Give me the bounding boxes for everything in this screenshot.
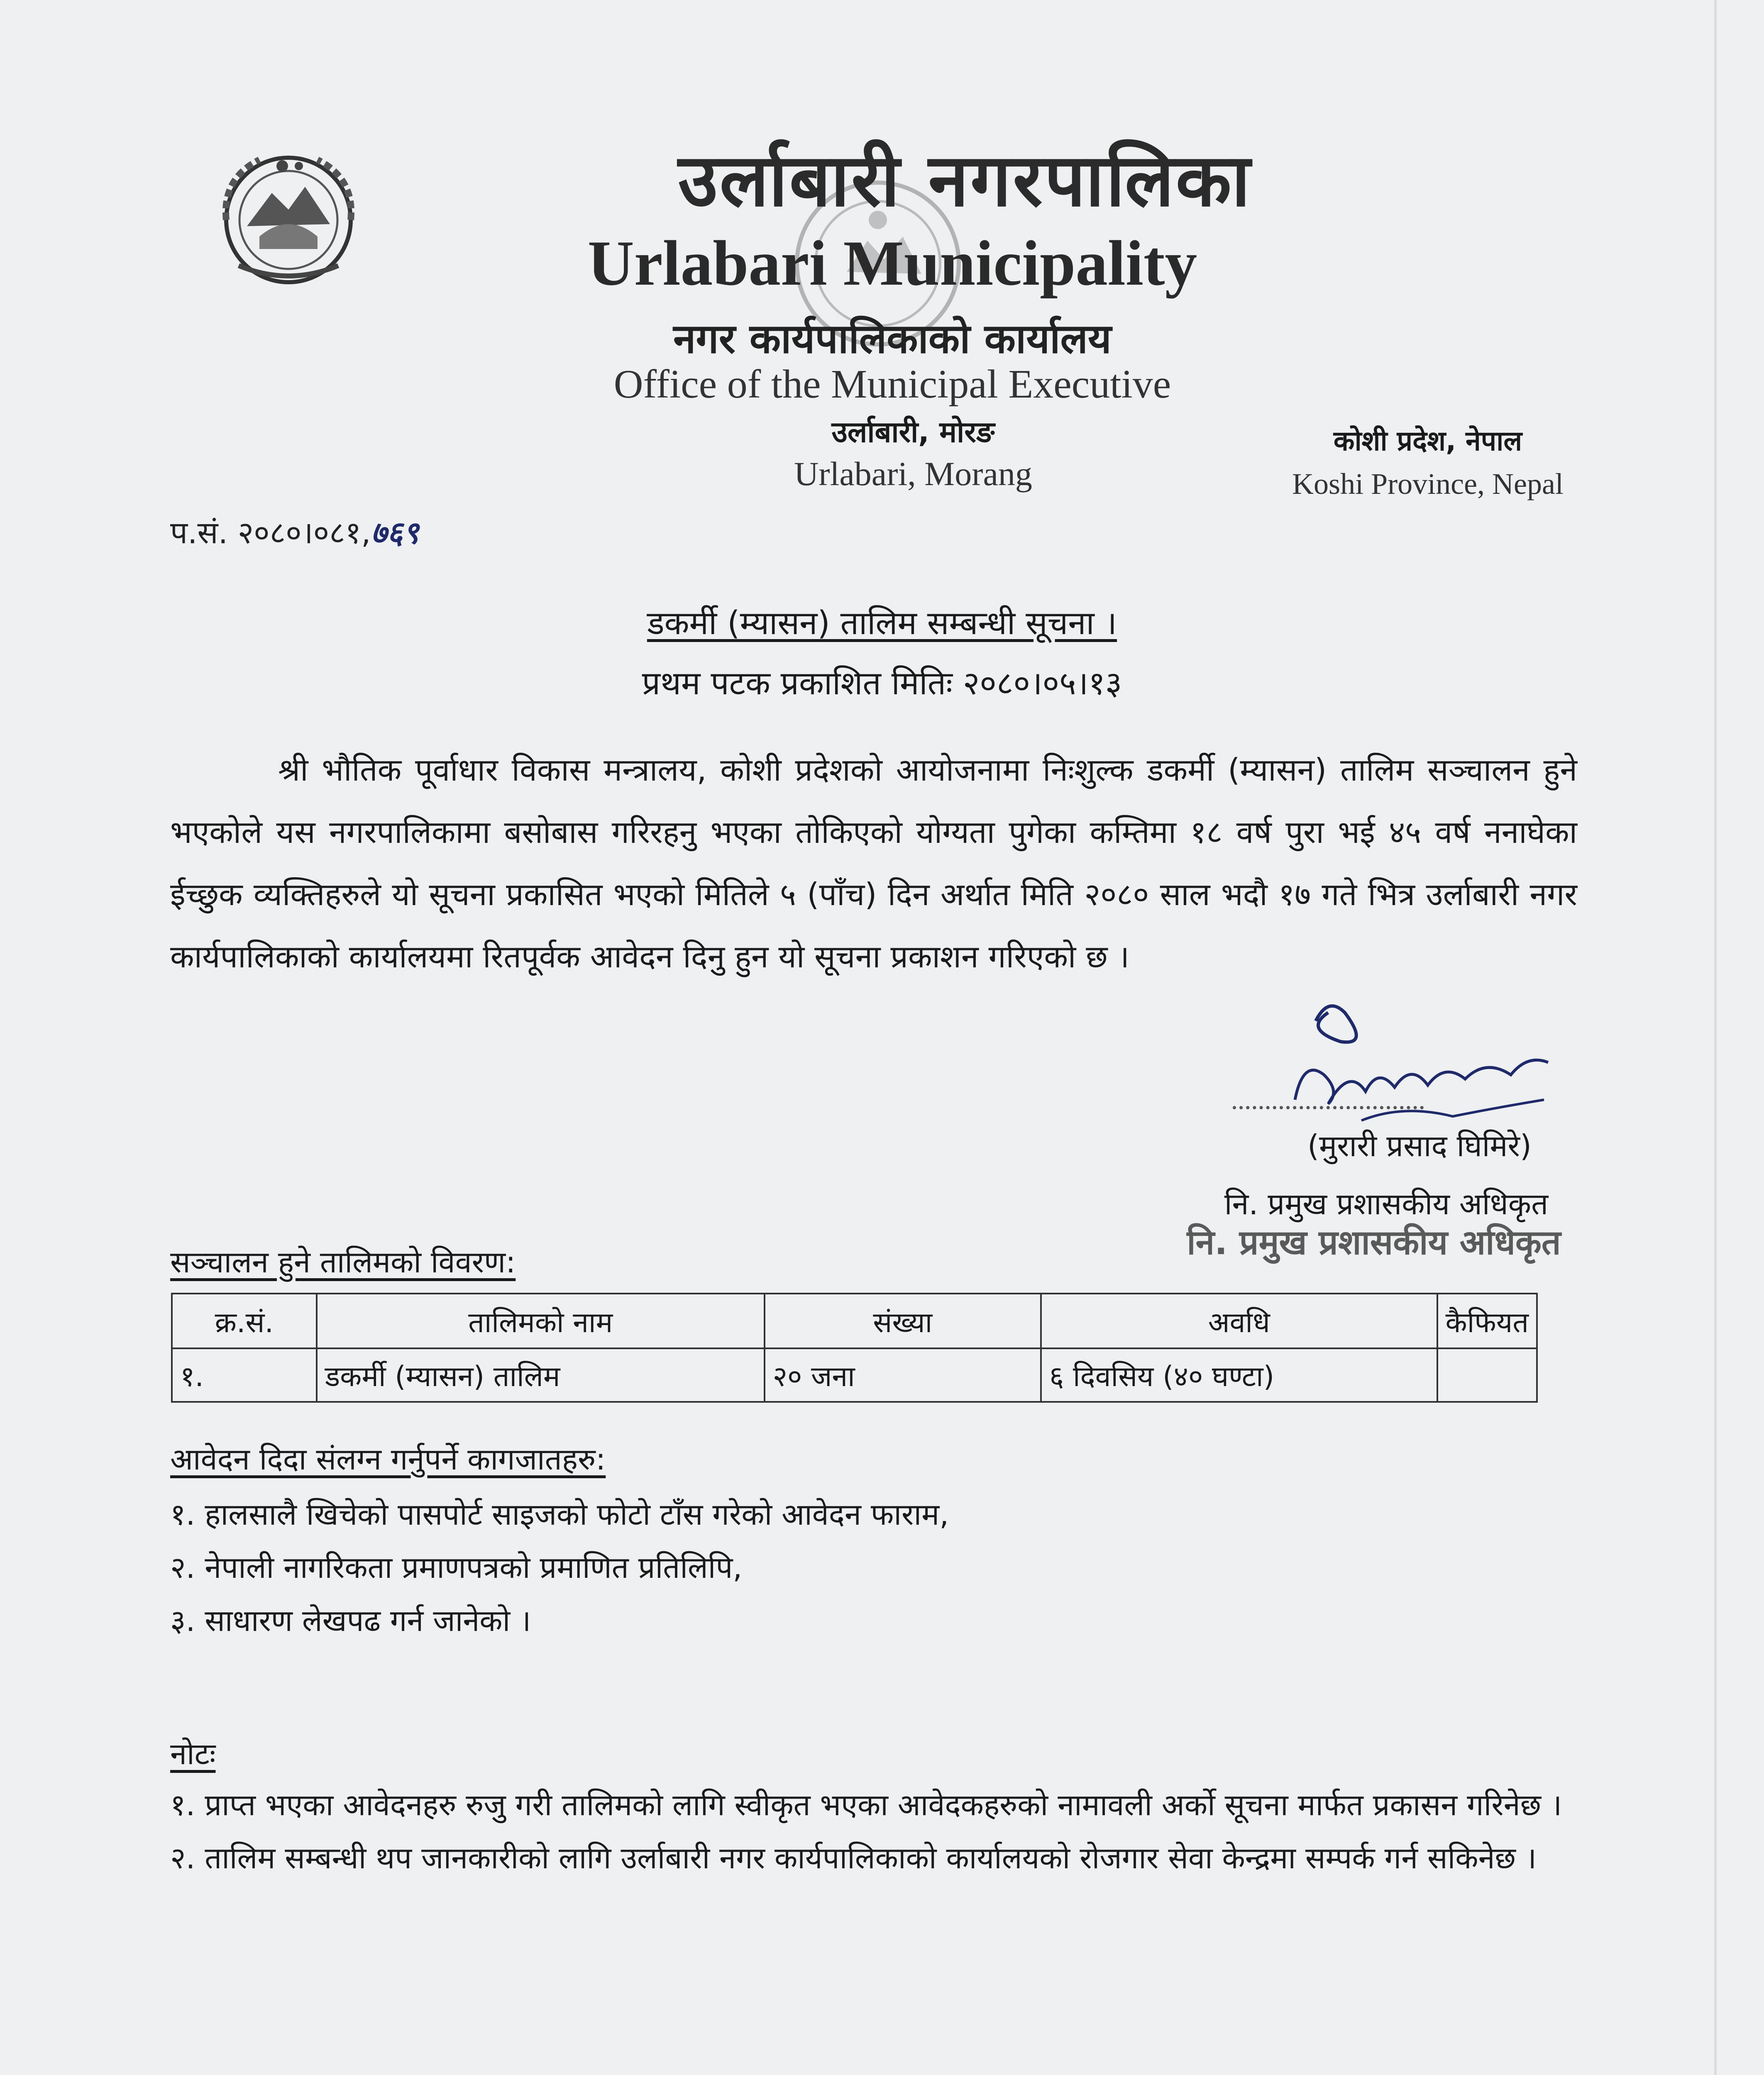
municipality-name-nepali: उर्लाबारी नगरपालिका	[678, 139, 1252, 223]
province-nepali: कोशी प्रदेश, नेपाल	[1333, 425, 1522, 457]
table-cell: ६ दिवसिय (४० घण्टा)	[1041, 1348, 1437, 1402]
notice-title-text: डकर्मी (म्यासन) तालिम सम्बन्धी सूचना ।	[647, 605, 1117, 642]
table-header-cell: अवधि	[1041, 1294, 1437, 1348]
documents-heading: आवेदन दिदा संलग्न गर्नुपर्ने कागजातहरु:	[170, 1442, 606, 1477]
location-nepali: उर्लाबारी, मोरङ	[831, 415, 995, 449]
signatory-name: (मुरारी प्रसाद घिमिरे)	[1307, 1128, 1532, 1163]
office-name-nepali: नगर कार्यपालिकाको कार्यालय	[673, 315, 1112, 363]
province-english: Koshi Province, Nepal	[1292, 467, 1564, 500]
list-item: २. नेपाली नागरिकता प्रमाणपत्रको प्रमाणित प्रतिलिपि,	[170, 1550, 743, 1585]
table-cell: २० जना	[765, 1348, 1041, 1402]
location-english: Urlabari, Morang	[794, 455, 1032, 493]
table-header-cell: कैफियत	[1437, 1294, 1537, 1348]
training-table	[171, 1293, 1538, 1403]
municipality-name-english: Urlabari Municipality	[587, 227, 1197, 299]
table-cell: १.	[172, 1348, 317, 1402]
office-name-english: Office of the Municipal Executive	[613, 362, 1171, 407]
table-header-cell: तालिमको नाम	[317, 1294, 765, 1348]
table-header-cell: संख्या	[765, 1294, 1041, 1348]
signature-line	[1233, 1106, 1424, 1109]
list-item: २. तालिम सम्बन्धी थप जानकारीको लागि उर्लाबारी नगर कार्यपालिकाको कार्यालयको रोजगार सेवा केन्द्रमा सम्पर्क गर्न सकिनेछ ।	[170, 1841, 1537, 1875]
table-header-row	[172, 1294, 1537, 1348]
list-item: ३. साधारण लेखपढ गर्न जानेको ।	[170, 1603, 531, 1638]
notice-body: श्री भौतिक पूर्वाधार विकास मन्त्रालय, कोशी प्रदेशको आयोजनामा निःशुल्क डकर्मी (म्यासन) तालिम सञ्चालन हुने भएकोले यस नगरपालिकामा बसोबास गरिरहनु भएका तोकिएको योग्यता पुगेका कम्तिमा १८ वर्ष पुरा भई ४५ वर्ष ननाघेका ईच्छुक व्यक्तिहरुले यो सूचना प्रकासित भएको मितिले ५ (पाँच) दिन अर्थात मिति २०८० साल भदौ १७ गते भित्र उर्लाबारी नगर कार्यपालिकाको कार्यालयमा रितपूर्वक आवेदन दिनु हुन यो सूचना प्रकाशन गरिएको छ ।	[170, 752, 1577, 975]
signatory-title: नि. प्रमुख प्रशासकीय अधिकृत	[1224, 1186, 1549, 1221]
table-row	[172, 1348, 1537, 1402]
published-date: प्रथम पटक प्रकाशित मितिः २०८०।०५।१३	[642, 665, 1122, 702]
documents-list	[170, 1488, 949, 1647]
nepal-emblem-icon	[210, 141, 367, 290]
notes-heading: नोटः	[170, 1736, 216, 1771]
table-cell: डकर्मी (म्यासन) तालिम	[317, 1348, 765, 1402]
notice-title	[0, 600, 1764, 644]
reference-number	[170, 510, 419, 552]
notes-list	[170, 1778, 1581, 1885]
list-item: १. प्राप्त भएका आवेदनहरु रुजु गरी तालिमको लागि स्वीकृत भएका आवेदकहरुको नामावली अर्को सूचना मार्फत प्रकासन गरिनेछ ।	[170, 1787, 1562, 1822]
paper-edge	[1714, 0, 1717, 2075]
list-item: १. हालसालै खिचेको पासपोर्ट साइजको फोटो टाँस गरेको आवेदन फाराम,	[170, 1497, 949, 1532]
designation-stamp: नि. प्रमुख प्रशासकीय अधिकृत	[1187, 1223, 1561, 1262]
table-cell	[1437, 1348, 1537, 1402]
reference-handwritten-number: ७६९	[371, 515, 419, 551]
handwritten-signature	[1278, 996, 1577, 1133]
training-details-heading: सञ्चालन हुने तालिमको विवरण:	[170, 1245, 516, 1279]
table-header-cell: क्र.सं.	[172, 1294, 317, 1348]
reference-prefix: प.सं. २०८०।०८१,	[170, 515, 371, 551]
